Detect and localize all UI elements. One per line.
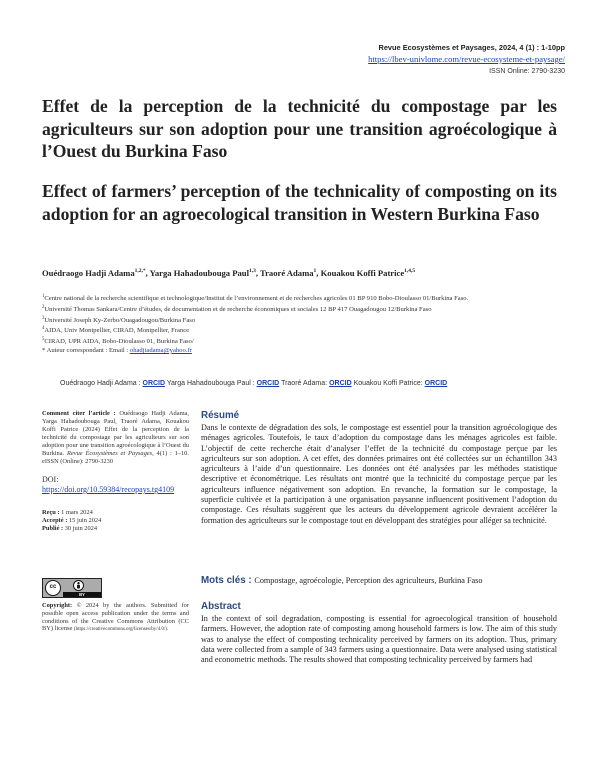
resume-heading: Résumé: [201, 410, 240, 421]
corresponding-label: * Auteur correspondant : Email :: [42, 346, 130, 354]
accepted-date: [42, 517, 189, 525]
copyright-label: Copyright:: [42, 602, 77, 609]
copyright-notice: [42, 602, 189, 634]
author-separator: ,: [316, 268, 321, 278]
affiliation-number: 3: [42, 315, 45, 321]
author-name: Ouédraogo Hadji Adama: [42, 268, 135, 278]
affiliation-text: CIRAD, UPR AIDA, Bobo-Dioulasso 01, Burkina Faso/: [44, 338, 194, 346]
affiliation-list: [42, 293, 557, 356]
doi-label: DOI:: [42, 475, 59, 484]
citation-journal: Revue Écosystèmes et Paysages: [67, 450, 153, 457]
received-label: Reçu :: [42, 509, 62, 516]
affiliation-item: [42, 325, 557, 336]
affiliation-text: AIDA, Univ Montpellier, CIRAD, Montpellier, France: [44, 327, 190, 335]
received-date: [42, 509, 189, 517]
author-name: Kouakou Koffi Patrice: [320, 268, 405, 278]
citation-label: Comment citer l’article :: [42, 410, 120, 417]
published-value: 30 juin 2024: [64, 525, 98, 532]
published-date: [42, 525, 189, 533]
license-url-text: (https://creativecommons.org/licenses/by/4.0/).: [73, 627, 169, 633]
corresponding-author: [42, 347, 557, 356]
title-french: Effet de la perception de la technicité du compostage par les agriculteurs sur son adoption pour une transition agroécologique à l’Ouest du Burkina Faso: [42, 96, 557, 161]
author-affil-sup: 1,3: [248, 268, 256, 275]
received-value: 1 mars 2024: [61, 509, 93, 516]
cc-by-license-badge[interactable]: [42, 578, 102, 598]
author-affil-sup: 1: [313, 268, 317, 275]
author-name: Traoré Adama: [260, 268, 314, 278]
author-separator: ,: [255, 268, 260, 278]
affiliation-item: [42, 336, 557, 347]
corresponding-email-link[interactable]: ohadjiadama@yahoo.fr: [129, 346, 192, 354]
affiliation-number: 2: [42, 304, 45, 310]
author-affil-sup: 1,4,5: [404, 268, 416, 275]
doi-block: [42, 475, 189, 495]
affiliation-text: Université Joseph Ky-Zerbo/Ouagadougou/Burkina Faso: [44, 316, 196, 324]
journal-name: Revue Ecosystèmes et Paysages, 2024, 4 (1) : 1-10pp: [378, 43, 565, 52]
affiliation-item: [42, 304, 557, 315]
attribution-person-icon: [73, 580, 84, 591]
keywords-block: [201, 575, 557, 587]
copyright-text: © 2024 by the authors. Submitted for possible open access publication under the terms and conditions of the Creative Commons Attribution (CC BY) license: [42, 602, 189, 633]
article-sidebar: [42, 410, 189, 533]
orcid-link[interactable]: ORCID: [329, 380, 352, 387]
resume-text: Dans le contexte de dégradation des sols, le compostage est essentiel pour la transition agroécologique des ménages agricoles. Toutefois, le taux d’adoption du compostage dans les ménages agricoles est faible. L’objectif de cette recherche était d’analyser l’effet de la technicité du compostage perçue par les agriculteurs sur son adoption. A cet effet, des données primaires ont été collectées sur un échantillon 343 agriculteurs à l’aide d’un questionnaire. Les données ont été analysées par les méthodes statistique descriptive et économétrique. Les résultats ont montré que la technicité du compostage perçue par les agriculteurs influence négativement son adoption. En revanche, la formation sur le compostage, la superficie cultivée et la participation à une organisation paysanne influencent positivement l’adoption du compostage. Ces résultats suggèrent que les acteurs du développement agricole devraient accélérer la formation des agriculteurs sur le compostage tout en développant des stratégies pour alléger sa technicité.: [201, 423, 557, 525]
author-affil-sup: 1,2,*: [134, 268, 146, 275]
abstract-heading: Abstract: [201, 601, 241, 612]
abstract-text: In the context of soil degradation, composting is essential for agroecological transition of household farmers. However, the adoption rate of composting among household farmers is low. The aim of this study was to analyse the effect of composting technicality perceived by farmers on its adoption. Thus, primary data were collected from a sample of 343 farmers using a questionnaire. Data were analysed using statistical and econometric methods. The results showed that composting technicality perceived by farmers had: [201, 614, 557, 665]
author-name: Yarga Hahadoubouga Paul: [149, 268, 249, 278]
orcid-link[interactable]: ORCID: [256, 380, 280, 387]
journal-url-link[interactable]: https://lbev-univlome.com/revue-ecosysteme-et-paysage/: [368, 54, 565, 64]
orcid-author-label: Traoré Adama:: [281, 380, 330, 387]
affiliation-item: [42, 293, 557, 304]
affiliation-number: 4: [42, 326, 45, 332]
accepted-label: Accepté :: [42, 517, 69, 524]
orcid-author-label: Ouédraogo Hadji Adama :: [60, 380, 143, 387]
affiliation-text: Centre national de la recherche scientifique et technologique/Institut de l’environnement et de recherches agricoles 01 BP 910 Bobo-Dioulasso 01/Burkina Faso.: [44, 295, 469, 303]
affiliation-number: 5: [42, 337, 45, 343]
creative-commons-icon: cc: [45, 580, 61, 596]
keywords-text: Compostage, agroécologie, Perception des agriculteurs, Burkina Faso: [254, 576, 483, 585]
orcid-author-label: Kouakou Koffi Patrice:: [353, 380, 425, 387]
citation-block: [42, 410, 189, 466]
title-english: Effect of farmers’ perception of the technicality of composting on its adoption for an agroecological transition in Western Burkina Faso: [42, 181, 557, 224]
affiliation-text: Université Thomas Sankara/Centre d’études, de documentation et de recherche économiques et sociales 12 BP 417 Ouagadougou 12/Burkina Faso: [44, 305, 432, 313]
author-separator: ,: [145, 268, 150, 278]
orcid-link[interactable]: ORCID: [142, 380, 166, 387]
orcid-author-label: Yarga Hahadoubouga Paul :: [166, 380, 257, 387]
author-list: [42, 268, 562, 278]
published-label: Publié :: [42, 525, 65, 532]
affiliation-number: 1: [42, 294, 45, 299]
citation-text: Ouédraogo Hadji Adama, Yarga Hahadoubouga Paul, Traoré Adama, Kouakou Koffi Patrice (2024) Effet de la perception de la technicité du compostage par les agriculteurs sur son adoption pour une transition agroécologique à l’Ouest du Burkina.: [42, 410, 189, 457]
orcid-line: [60, 380, 447, 387]
accepted-value: 15 juin 2024: [68, 517, 102, 524]
affiliation-item: [42, 315, 557, 326]
journal-issn: ISSN Online: 2790-3230: [489, 68, 565, 75]
orcid-link[interactable]: ORCID: [424, 380, 448, 387]
cc-by-label: BY: [63, 592, 101, 597]
keywords-label: Mots clés :: [201, 575, 255, 586]
dates-block: [42, 509, 189, 533]
citation-tail: , 4(1) : 1–10. eISSN (Online): 2790-3230: [42, 450, 189, 465]
doi-link[interactable]: https://doi.org/10.59384/recopays.tg4109: [42, 485, 175, 494]
journal-header: [368, 42, 565, 77]
